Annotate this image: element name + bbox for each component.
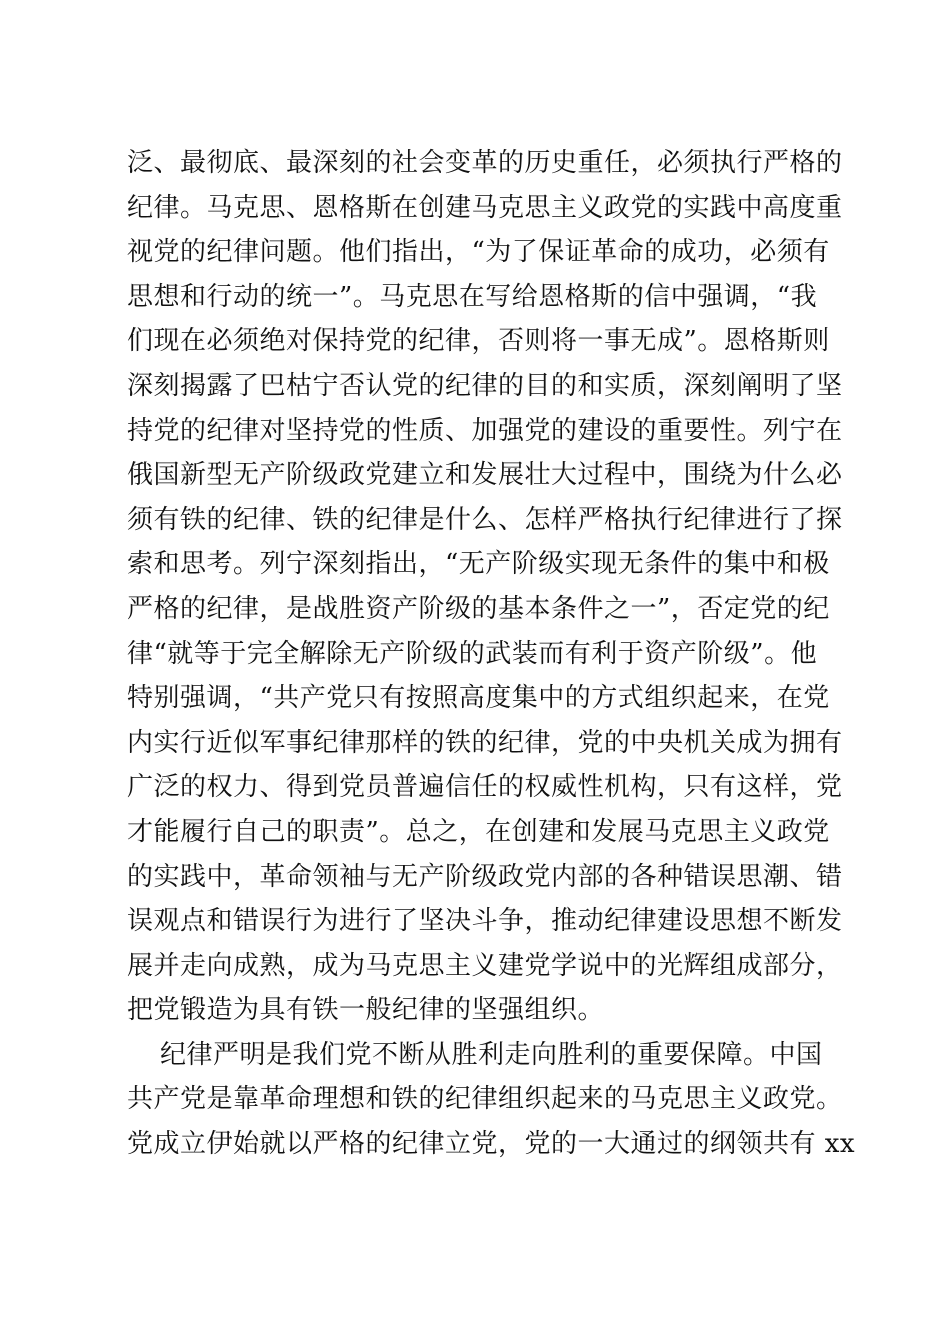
text-line: 们现在必须绝对保持党的纪律，否则将一事无成”。恩格斯则 [127, 326, 830, 357]
text-line: 思想和行动的统一”。马克思在写给恩格斯的信中强调，“我 [127, 281, 818, 312]
text-line: 纪律严明是我们党不断从胜利走向胜利的重要保障。中国 [160, 1039, 823, 1070]
text-line: 特别强调，“共产党只有按照高度集中的方式组织起来，在党 [127, 683, 830, 714]
text-line: 深刻揭露了巴枯宁否认党的纪律的目的和实质，深刻阐明了坚 [127, 370, 843, 401]
text-line: 误观点和错误行为进行了坚决斗争，推动纪律建设思想不断发 [127, 906, 843, 937]
text-line: 律“就等于完全解除无产阶级的武装而有利于资产阶级”。他 [127, 638, 818, 669]
text-line: 共产党是靠革命理想和铁的纪律组织起来的马克思主义政党。 [127, 1084, 843, 1115]
text-line: 纪律。马克思、恩格斯在创建马克思主义政党的实践中高度重 [127, 192, 843, 223]
text-line: 展并走向成熟，成为马克思主义建党学说中的光辉组成部分， [127, 950, 843, 981]
body-text [127, 141, 856, 1167]
text-line: 内实行近似军事纪律那样的铁的纪律，党的中央机关成为拥有 [127, 727, 843, 758]
text-line: 才能履行自己的职责”。总之，在创建和发展马克思主义政党 [127, 816, 830, 847]
paragraph-2 [127, 1033, 856, 1167]
text-line: 严格的纪律，是战胜资产阶级的基本条件之一”，否定党的纪 [127, 593, 830, 624]
text-line: 视党的纪律问题。他们指出，“为了保证革命的成功，必须有 [127, 237, 830, 268]
text-line: 须有铁的纪律、铁的纪律是什么、怎样严格执行纪律进行了探 [127, 504, 843, 535]
text-line: 的实践中，革命领袖与无产阶级政党内部的各种错误思潮、错 [127, 861, 843, 892]
text-line: 党成立伊始就以严格的纪律立党，党的一大通过的纲领共有 xx [127, 1129, 856, 1160]
text-line: 俄国新型无产阶级政党建立和发展壮大过程中，围绕为什么必 [127, 460, 843, 491]
text-line: 广泛的权力、得到党员普遍信任的权威性机构，只有这样，党 [127, 772, 843, 803]
paragraph-1 [127, 141, 843, 1033]
text-line: 索和思考。列宁深刻指出，“无产阶级实现无条件的集中和极 [127, 549, 830, 580]
text-line: 持党的纪律对坚持党的性质、加强党的建设的重要性。列宁在 [127, 415, 843, 446]
text-line: 把党锻造为具有铁一般纪律的坚强组织。 [127, 995, 605, 1026]
text-line: 泛、最彻底、最深刻的社会变革的历史重任，必须执行严格的 [127, 148, 843, 178]
